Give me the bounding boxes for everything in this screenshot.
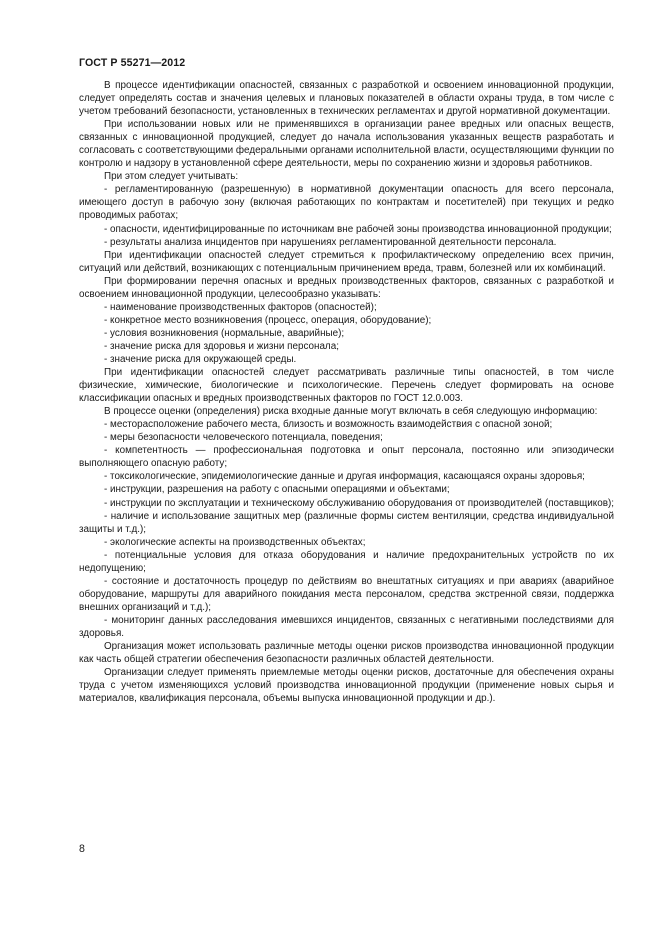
list-item: - условия возникновения (нормальные, аварийные); <box>104 327 345 339</box>
list-item: - мониторинг данных расследования имевшихся инцидентов, связанных с негативными последствиями для здоровья. <box>79 614 614 639</box>
list-item: - состояние и достаточность процедур по действиям во внештатных ситуациях и при авариях (аварийное оборудование, маршруты для аварийного покидания места персоналом, средства экстренной связи, поддержка внешних организаций и т.д.); <box>79 575 614 613</box>
list-item: - опасности, идентифицированные по источникам вне рабочей зоны производства инновационной продукции; <box>104 223 612 235</box>
paragraph: Организация может использовать различные методы оценки рисков производства инновационной продукции как часть общей стратегии обеспечения безопасности различных областей деятельности. <box>79 641 614 666</box>
document-body <box>79 79 614 705</box>
list-item: - конкретное место возникновения (процесс, операция, оборудование); <box>104 314 432 326</box>
paragraph: В процессе оценки (определения) риска входные данные могут включать в себя следующую информацию: <box>104 406 598 418</box>
list-item: - экологические аспекты на производственных объектах; <box>104 536 366 548</box>
paragraph: В процессе идентификации опасностей, связанных с разработкой и освоением инновационной продукции, следует определять состав и значения целевых и плановых показателей в области охраны труда, в том числе с учетом требований безопасности, установленных в технических регламентах и другой нормативной документации. <box>79 80 614 118</box>
list-item: - наличие и использование защитных мер (различные формы систем вентиляции, средства индивидуальной защиты и т.д.); <box>79 510 614 535</box>
list-item: - инструкции, разрешения на работу с опасными операциями и объектами; <box>104 484 450 496</box>
list-item: - значение риска для окружающей среды. <box>104 353 297 365</box>
paragraph: При формировании перечня опасных и вредных производственных факторов, связанных с разработкой и освоением инновационной продукции, целесообразно указывать: <box>79 275 614 300</box>
paragraph: При идентификации опасностей следует рассматривать различные типы опасностей, в том числе физические, химические, биологические и психологические. Перечень следует формировать на основе классификации опасных и вредных производственных факторов по ГОСТ 12.0.003. <box>79 367 614 405</box>
list-item: - месторасположение рабочего места, близость и возможность взаимодействия с опасной зоной; <box>104 419 553 431</box>
list-item: - инструкции по эксплуатации и техническому обслуживанию оборудования от производителей (поставщиков); <box>104 497 614 509</box>
list-item: - компетентность — профессиональная подготовка и опыт персонала, постоянно или эпизодически выполняющего опасную работу; <box>79 445 614 470</box>
page-number: 8 <box>79 843 85 855</box>
paragraph: При этом следует учитывать: <box>104 171 239 183</box>
list-item: - токсикологические, эпидемиологические данные и другая информация, касающаяся охраны здоровья; <box>104 471 585 483</box>
list-item: - регламентированную (разрешенную) в нормативной документации опасность для всего персонала, имеющего доступ в рабочую зону (включая работающих по контрактам и посетителей) при текущих и редко проводимых работах; <box>79 184 614 222</box>
list-item: - значение риска для здоровья и жизни персонала; <box>104 340 339 352</box>
paragraph: При использовании новых или не применявшихся в организации ранее вредных или опасных веществ, связанных с инновационной продукцией, следует до начала использования указанных веществ разработать и согласовать с соответствующими федеральными органами исполнительной власти, осуществляющими функции по контролю и надзору в установленной сфере деятельности, меры по сохранению жизни и здоровья работников. <box>79 119 614 170</box>
paragraph: Организации следует применять приемлемые методы оценки рисков, достаточные для обеспечения охраны труда с учетом изменяющихся условий производства инновационной продукции (применение новых сырья и материалов, квалификация персонала, объемы выпуска инновационной продукции и др.). <box>79 667 614 705</box>
paragraph: При идентификации опасностей следует стремиться к профилактическому определению всех причин, ситуаций или действий, возникающих с потенциальным причинением вреда, травм, болезней или их комбинаций. <box>79 249 614 274</box>
list-item: - потенциальные условия для отказа оборудования и наличие предохранительных устройств по их недопущению; <box>79 549 614 574</box>
document-code-header: ГОСТ Р 55271—2012 <box>79 57 186 69</box>
list-item: - меры безопасности человеческого потенциала, поведения; <box>104 432 383 444</box>
list-item: - наименование производственных факторов (опасностей); <box>104 301 377 313</box>
list-item: - результаты анализа инцидентов при нарушениях регламентированной деятельности персонала. <box>104 236 557 248</box>
